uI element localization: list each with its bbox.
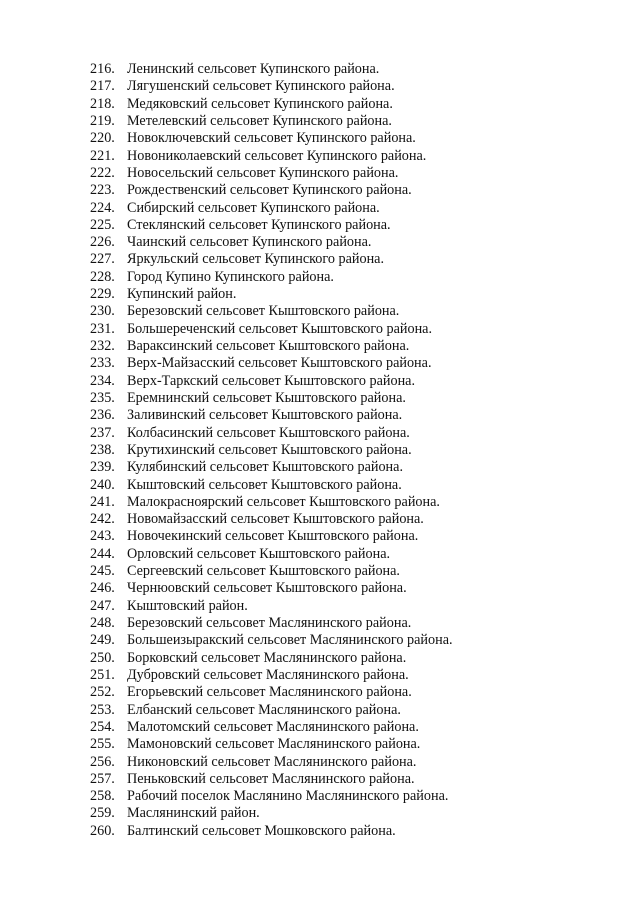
list-item bbox=[90, 338, 453, 355]
item-text: Березовский сельсовет Маслянинского района. bbox=[127, 615, 412, 631]
item-text: Сибирский сельсовет Купинского района. bbox=[127, 199, 380, 216]
item-number: 220. bbox=[90, 130, 115, 147]
item-number: 219. bbox=[90, 112, 115, 129]
item-text: Купинский район. bbox=[127, 286, 237, 303]
item-number: 221. bbox=[90, 147, 115, 164]
list-item bbox=[90, 148, 453, 165]
item-number: 223. bbox=[90, 182, 115, 199]
item-text: Большеизыракский сельсовет Маслянинского района. bbox=[127, 632, 453, 649]
item-number: 254. bbox=[90, 718, 115, 735]
item-text: Верх-Таркский сельсовет Кыштовского района. bbox=[127, 372, 416, 389]
list-item bbox=[90, 217, 453, 234]
numbered-list bbox=[90, 61, 453, 840]
list-item bbox=[90, 511, 453, 528]
item-text: Никоновский сельсовет Маслянинского района. bbox=[127, 753, 417, 770]
item-number: 249. bbox=[90, 632, 115, 649]
list-item bbox=[90, 78, 453, 95]
item-text: Сергеевский сельсовет Кыштовского района. bbox=[127, 563, 400, 580]
item-number: 242. bbox=[90, 511, 115, 528]
item-number: 260. bbox=[90, 822, 115, 839]
item-text: Большереченский сельсовет Кыштовского района. bbox=[127, 320, 433, 337]
item-number: 258. bbox=[90, 788, 115, 805]
item-number: 252. bbox=[90, 684, 115, 701]
list-item bbox=[90, 477, 453, 494]
list-item bbox=[90, 442, 453, 459]
item-text: Мамоновский сельсовет Маслянинского района. bbox=[127, 736, 421, 753]
item-text: Крутихинский сельсовет Кыштовского района. bbox=[127, 441, 412, 458]
item-text: Колбасинский сельсовет Кыштовского района. bbox=[127, 424, 410, 441]
item-number: 256. bbox=[90, 753, 115, 770]
list-item bbox=[90, 269, 453, 286]
item-number: 230. bbox=[90, 303, 115, 320]
item-number: 233. bbox=[90, 355, 115, 372]
item-number: 217. bbox=[90, 78, 115, 95]
list-item bbox=[90, 494, 453, 511]
list-item bbox=[90, 546, 453, 563]
list-item bbox=[90, 113, 453, 130]
list-item bbox=[90, 771, 453, 788]
list-item bbox=[90, 667, 453, 684]
list-item bbox=[90, 251, 453, 268]
item-text: Борковский сельсовет Маслянинского района. bbox=[127, 649, 407, 666]
list-item bbox=[90, 684, 453, 701]
list-item bbox=[90, 61, 453, 78]
item-number: 241. bbox=[90, 493, 115, 510]
item-number: 236. bbox=[90, 407, 115, 424]
list-item bbox=[90, 615, 453, 632]
item-text: Егорьевский сельсовет Маслянинского района. bbox=[127, 684, 412, 701]
list-item bbox=[90, 130, 453, 147]
list-item bbox=[90, 200, 453, 217]
item-text: Пеньковский сельсовет Маслянинского района. bbox=[127, 770, 415, 787]
item-text: Дубровский сельсовет Маслянинского района. bbox=[127, 666, 409, 683]
item-number: 244. bbox=[90, 545, 115, 562]
list-item bbox=[90, 805, 453, 822]
item-text: Стеклянский сельсовет Купинского района. bbox=[127, 216, 391, 233]
item-text: Рабочий поселок Маслянино Маслянинского района. bbox=[127, 788, 449, 805]
list-item bbox=[90, 563, 453, 580]
list-item bbox=[90, 355, 453, 372]
item-number: 229. bbox=[90, 286, 115, 303]
item-text: Новосельский сельсовет Купинского района. bbox=[127, 164, 399, 181]
item-text: Кыштовский сельсовет Кыштовского района. bbox=[127, 476, 402, 493]
item-text: Новочекинский сельсовет Кыштовского района. bbox=[127, 528, 419, 545]
item-text: Город Купино Купинского района. bbox=[127, 268, 334, 285]
list-item bbox=[90, 528, 453, 545]
item-text: Орловский сельсовет Кыштовского района. bbox=[127, 545, 391, 562]
item-number: 237. bbox=[90, 424, 115, 441]
item-text: Чаинский сельсовет Купинского района. bbox=[127, 234, 372, 251]
item-number: 232. bbox=[90, 338, 115, 354]
item-number: 235. bbox=[90, 389, 115, 406]
list-item bbox=[90, 165, 453, 182]
item-number: 255. bbox=[90, 736, 115, 753]
item-text: Малотомский сельсовет Маслянинского района. bbox=[127, 718, 419, 735]
item-number: 222. bbox=[90, 164, 115, 181]
list-item bbox=[90, 598, 453, 615]
item-number: 239. bbox=[90, 459, 115, 476]
item-number: 226. bbox=[90, 234, 115, 251]
item-number: 251. bbox=[90, 666, 115, 683]
list-item bbox=[90, 459, 453, 476]
item-text: Рождественский сельсовет Купинского района. bbox=[127, 182, 412, 199]
item-text: Вараксинский сельсовет Кыштовского района. bbox=[127, 338, 410, 354]
list-item bbox=[90, 650, 453, 667]
list-item bbox=[90, 234, 453, 251]
item-number: 228. bbox=[90, 268, 115, 285]
item-number: 246. bbox=[90, 580, 115, 597]
list-item bbox=[90, 96, 453, 113]
item-text: Малокрасноярский сельсовет Кыштовского района. bbox=[127, 493, 440, 510]
item-number: 250. bbox=[90, 649, 115, 666]
item-number: 259. bbox=[90, 805, 115, 822]
item-text: Балтинский сельсовет Мошковского района. bbox=[127, 822, 396, 839]
list-item bbox=[90, 321, 453, 338]
item-number: 247. bbox=[90, 597, 115, 614]
item-text: Новомайзасский сельсовет Кыштовского района. bbox=[127, 511, 424, 528]
list-item bbox=[90, 719, 453, 736]
list-item bbox=[90, 303, 453, 320]
list-item bbox=[90, 580, 453, 597]
item-text: Верх-Майзасский сельсовет Кыштовского района. bbox=[127, 355, 432, 372]
item-number: 238. bbox=[90, 441, 115, 458]
list-item bbox=[90, 286, 453, 303]
item-number: 218. bbox=[90, 95, 115, 112]
item-text: Ленинский сельсовет Купинского района. bbox=[127, 61, 380, 77]
list-item bbox=[90, 390, 453, 407]
list-item bbox=[90, 425, 453, 442]
item-text: Кулябинский сельсовет Кыштовского района. bbox=[127, 459, 403, 476]
list-item bbox=[90, 754, 453, 771]
item-text: Заливинский сельсовет Кыштовского района. bbox=[127, 407, 403, 424]
item-text: Елбанский сельсовет Маслянинского района. bbox=[127, 701, 401, 718]
list-item bbox=[90, 736, 453, 753]
list-item bbox=[90, 407, 453, 424]
item-number: 253. bbox=[90, 701, 115, 718]
item-text: Яркульский сельсовет Купинского района. bbox=[127, 251, 385, 268]
item-number: 216. bbox=[90, 61, 115, 77]
item-text: Маслянинский район. bbox=[127, 805, 260, 822]
item-number: 245. bbox=[90, 563, 115, 580]
item-number: 227. bbox=[90, 251, 115, 268]
item-number: 257. bbox=[90, 770, 115, 787]
item-number: 234. bbox=[90, 372, 115, 389]
item-number: 248. bbox=[90, 615, 115, 631]
list-item bbox=[90, 632, 453, 649]
item-text: Еремнинский сельсовет Кыштовского района. bbox=[127, 389, 406, 406]
item-text: Новоключевский сельсовет Купинского района. bbox=[127, 130, 416, 147]
list-item bbox=[90, 373, 453, 390]
item-text: Медяковский сельсовет Купинского района. bbox=[127, 95, 393, 112]
item-text: Чернюовский сельсовет Кыштовского района. bbox=[127, 580, 407, 597]
list-item bbox=[90, 182, 453, 199]
list-item bbox=[90, 702, 453, 719]
item-number: 243. bbox=[90, 528, 115, 545]
item-text: Метелевский сельсовет Купинского района. bbox=[127, 112, 392, 129]
item-number: 225. bbox=[90, 216, 115, 233]
item-number: 240. bbox=[90, 476, 115, 493]
item-number: 224. bbox=[90, 199, 115, 216]
list-item bbox=[90, 823, 453, 840]
item-text: Кыштовский район. bbox=[127, 597, 248, 614]
list-item bbox=[90, 788, 453, 805]
item-text: Лягушенский сельсовет Купинского района. bbox=[127, 78, 395, 95]
item-text: Новониколаевский сельсовет Купинского района. bbox=[127, 147, 427, 164]
item-number: 231. bbox=[90, 320, 115, 337]
item-text: Березовский сельсовет Кыштовского района. bbox=[127, 303, 400, 320]
